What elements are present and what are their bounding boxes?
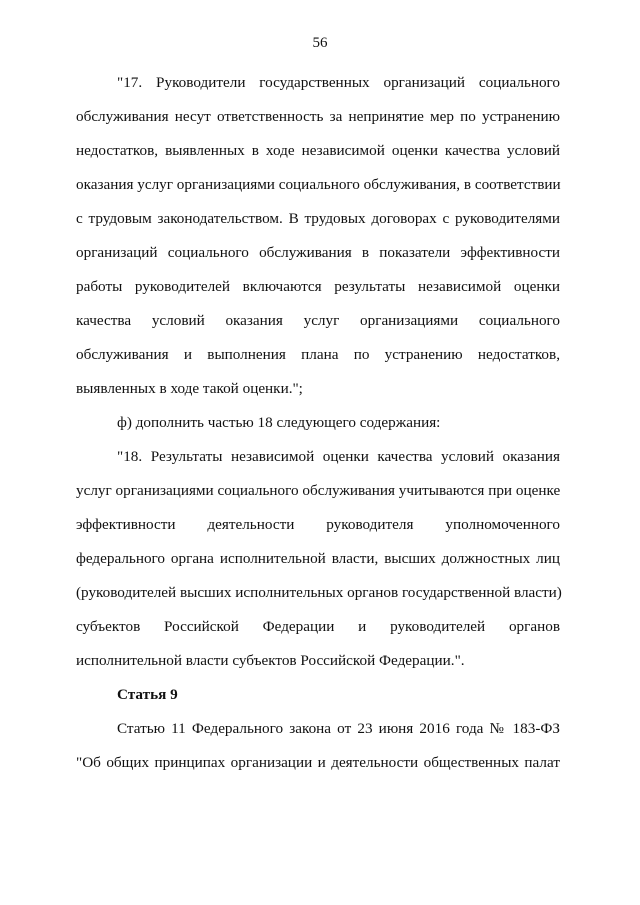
paragraph-18-line: (руководителей высших исполнительных органов государственной власти) bbox=[76, 584, 562, 601]
paragraph-f-line: ф) дополнить частью 18 следующего содержания: bbox=[117, 414, 441, 431]
paragraph-18-line: "18. Результаты независимой оценки качества условий оказания bbox=[117, 448, 560, 465]
paragraph-17-line: организаций социального обслуживания в показатели эффективности bbox=[76, 244, 560, 261]
paragraph-17-line: "17. Руководители государственных организаций социального bbox=[117, 74, 560, 91]
paragraph-17-line: недостатков, выявленных в ходе независимой оценки качества условий bbox=[76, 142, 560, 159]
article-9-line: "Об общих принципах организации и деятельности общественных палат bbox=[76, 754, 560, 771]
paragraph-17-line: качества условий оказания услуг организациями социального bbox=[76, 312, 560, 329]
paragraph-17-line: обслуживания и выполнения плана по устранению недостатков, bbox=[76, 346, 560, 363]
document-body bbox=[76, 66, 560, 780]
paragraph-17-line: обслуживания несут ответственность за непринятие мер по устранению bbox=[76, 108, 560, 125]
paragraph-18-line: эффективности деятельности руководителя уполномоченного bbox=[76, 516, 560, 533]
paragraph-18-line: исполнительной власти субъектов Российской Федерации.". bbox=[76, 652, 465, 669]
paragraph-18-line: субъектов Российской Федерации и руководителей органов bbox=[76, 618, 560, 635]
article-9-line: Статью 11 Федерального закона от 23 июня 2016 года № 183-ФЗ bbox=[117, 720, 560, 737]
paragraph-18-line: федерального органа исполнительной власти, высших должностных лиц bbox=[76, 550, 560, 567]
paragraph-17-line: оказания услуг организациями социального обслуживания, в соответствии bbox=[76, 176, 561, 193]
paragraph-18-line: услуг организациями социального обслуживания учитываются при оценке bbox=[76, 482, 561, 499]
page-number: 56 bbox=[312, 35, 328, 51]
article-heading: Статья 9 bbox=[117, 686, 178, 703]
paragraph-17-line: выявленных в ходе такой оценки."; bbox=[76, 380, 303, 397]
paragraph-17-line: с трудовым законодательством. В трудовых договорах с руководителями bbox=[76, 210, 560, 227]
paragraph-17-line: работы руководителей включаются результаты независимой оценки bbox=[76, 278, 560, 295]
